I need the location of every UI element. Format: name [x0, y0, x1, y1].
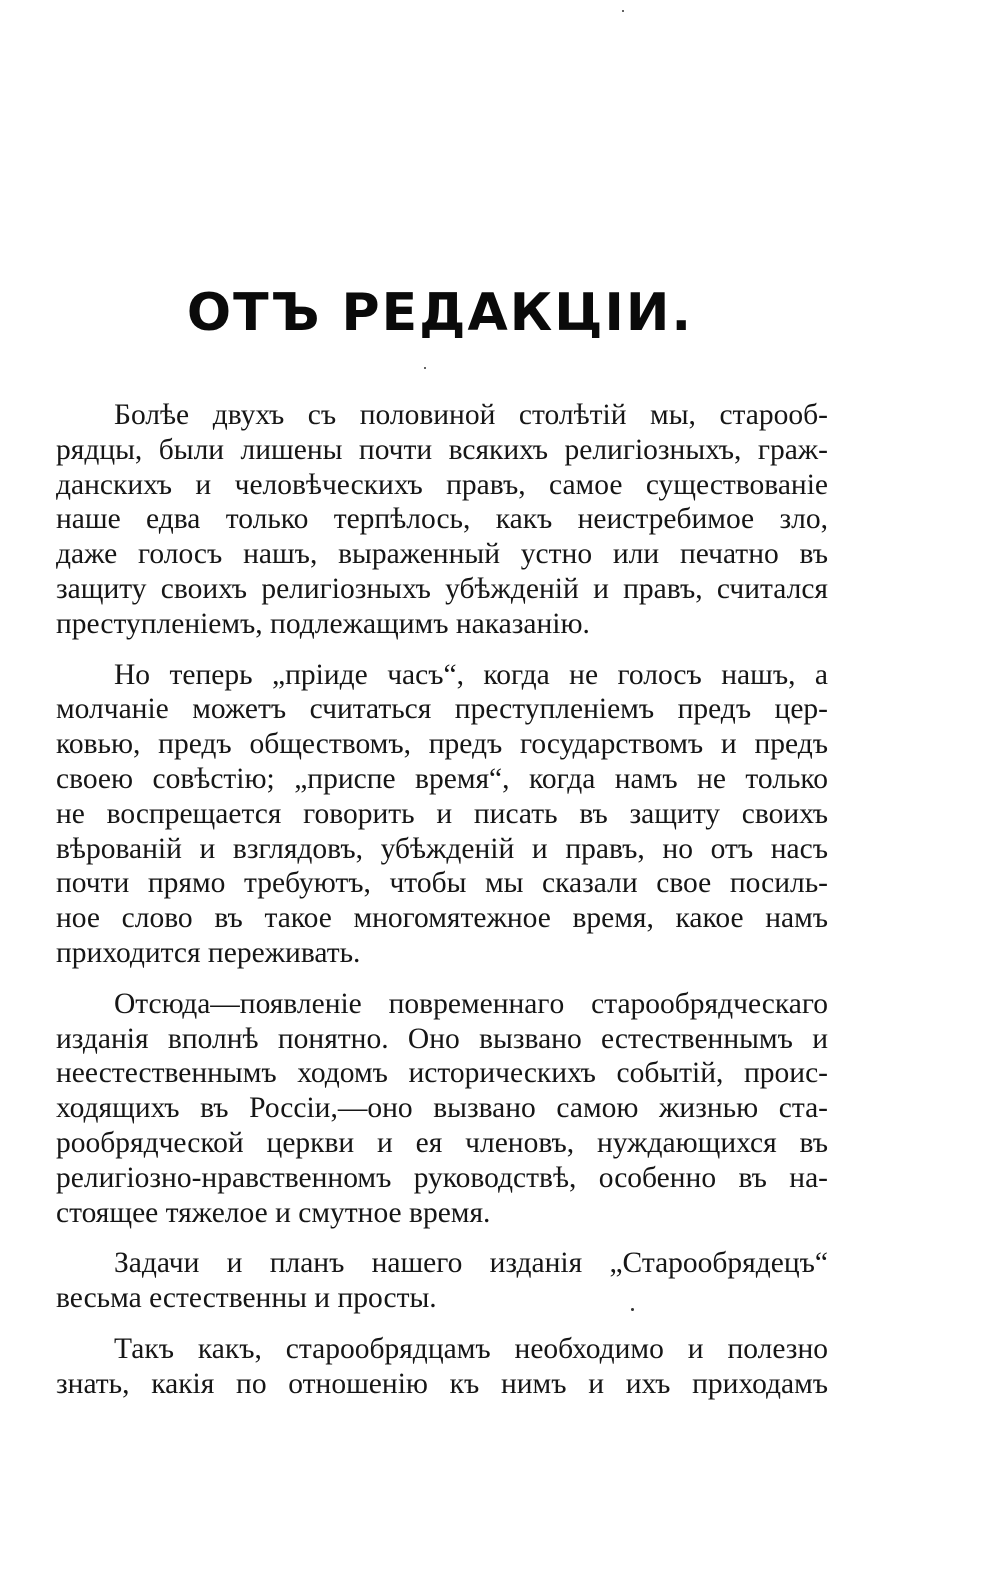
text-line: изданія вполнѣ понятно. Оно вызвано естественнымъ и [56, 1022, 828, 1055]
text-line: наше едва только терпѣлось, какъ неистребимое зло, [56, 503, 828, 536]
text-line: вѣрованій и взглядовъ, убѣжденій и правъ, но отъ насъ [56, 832, 828, 865]
text-line: Такъ какъ, старообрядцамъ необходимо и полезно [114, 1332, 828, 1365]
text-line: Задачи и планъ нашего изданія „Старообрядецъ“ [114, 1247, 828, 1280]
paragraph-gap [56, 1230, 828, 1246]
body-text [56, 398, 828, 1402]
text-line: знать, какія по отношенію къ нимъ и ихъ приходамъ [56, 1367, 828, 1400]
text-line: ное слово въ такое многомятежное время, какое намъ [56, 902, 828, 935]
text-line: преступленіемъ, подлежащимъ наказанію. [56, 607, 590, 640]
paragraph-1 [56, 398, 828, 642]
paragraph-4 [56, 1246, 828, 1316]
text-line: молчаніе можетъ считаться преступленіемъ предъ цер- [56, 693, 828, 726]
text-line: данскихъ и человѣческихъ правъ, самое существованіе [56, 468, 828, 501]
text-line: ходящихъ въ Россіи,—оно вызвано самою жизнью ста- [56, 1092, 828, 1125]
paragraph-5 [56, 1332, 828, 1402]
text-line: религіозно-нравственномъ руководствѣ, особенно въ на- [56, 1161, 828, 1194]
text-line: стоящее тяжелое и смутное время. [56, 1196, 491, 1229]
text-line: Отсюда—появленіе повременнагo старообрядческаго [114, 987, 828, 1020]
paragraph-gap [56, 642, 828, 658]
text-line: рообрядческой церкви и ея членовъ, нуждающихся въ [56, 1126, 828, 1159]
text-line: своею совѣстію; „приспе время“, когда намъ не только [56, 762, 828, 795]
text-line: защиту своихъ религіозныхъ убѣжденій и правъ, считался [56, 572, 828, 605]
text-line: почти прямо требуютъ, чтобы мы сказали свое посиль- [56, 867, 828, 900]
text-line: Но теперь „пріиде часъ“, когда не голосъ нашъ, а [114, 658, 828, 691]
text-line: весьма естественны и просты. [56, 1282, 437, 1315]
text-line: рядцы, были лишены почти всякихъ религіозныхъ, граж- [56, 433, 828, 466]
scan-speck [424, 367, 426, 369]
paragraph-2 [56, 658, 828, 971]
scan-speck [631, 1308, 634, 1311]
text-line: ковью, предъ обществомъ, предъ государствомъ и предъ [56, 728, 828, 761]
scan-speck [622, 10, 624, 12]
text-line: Болѣе двухъ съ половиной столѣтій мы, старооб- [114, 399, 828, 431]
paragraph-gap [56, 1316, 828, 1332]
paragraph-gap [56, 971, 828, 987]
text-line: даже голосъ нашъ, выраженный устно или печатно въ [56, 538, 828, 571]
page-title: ОТЪ РЕДАКЦІИ. [186, 283, 694, 343]
text-line: не воспрещается говорить и писать въ защиту своихъ [56, 797, 828, 830]
paragraph-3 [56, 987, 828, 1231]
text-line: приходится переживать. [56, 936, 361, 969]
text-line: неестественнымъ ходомъ историческихъ событій, проис- [56, 1057, 828, 1090]
